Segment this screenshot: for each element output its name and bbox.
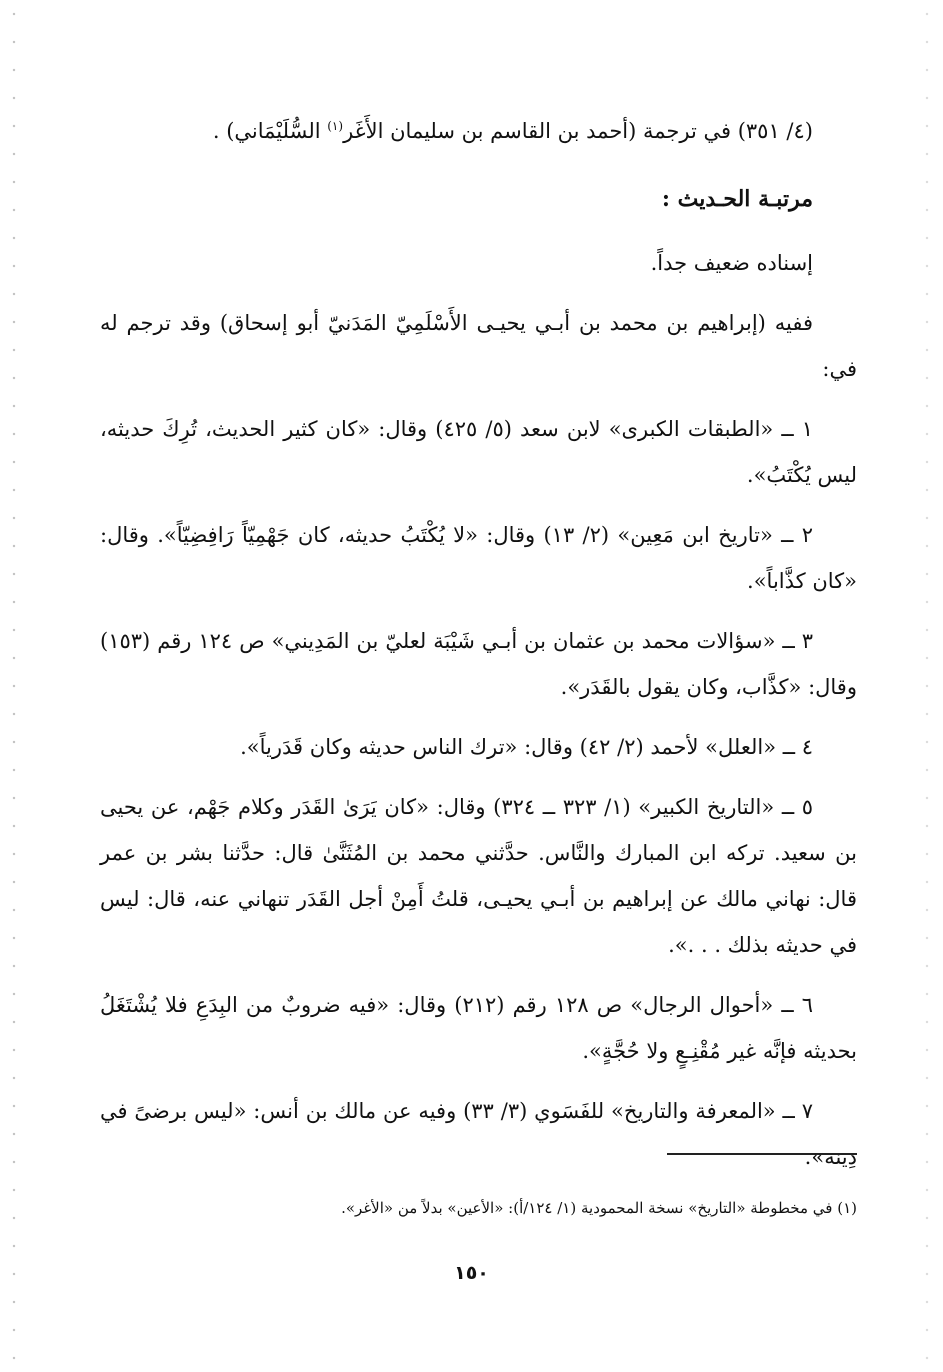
scan-edge-marks-left [12, 0, 16, 1372]
source-item: ٥ ــ «التاريخ الكبير» (١/ ٣٢٣ ــ ٣٢٤) وقال: «كان يَرَىٰ القَدَر وكلام جَهْم، عن يحيى بن سعيد. تركه ابن المبارك والنَّاس. حدَّثني محمد بن المُثَنَّىٰ قال: حدَّثنا بشر بن عمر قال: نهاني مالك عن إبراهيم بن أبـي يحيـى، قلتُ أَمِنْ أجل القَدَر تنهاني عنه، قال: ليس في حديثه بذلك . . .». [100, 795, 857, 957]
intro-text-end: السُّلَيْمَاني) . [212, 119, 328, 143]
source-item: ٤ ــ «العلل» لأحمد (٢/ ٤٢) وقال: «ترك الناس حديثه وكان قَدَرياً». [240, 735, 813, 759]
footnote-divider [667, 1153, 857, 1155]
source-item: ٦ ــ «أحوال الرجال» ص ١٢٨ رقم (٢١٢) وقال: «فيه ضروبٌ من البِدَعِ فلا يُشْتَغَلُ بحديثه فإنَّه غير مُقْنِـعٍ ولا حُجَّةٍ». [100, 993, 857, 1063]
source-item: ٧ ــ «المعرفة والتاريخ» للفَسَوي (٣/ ٣٣) وفيه عن مالك بن أنس: «ليس برضىً في دِينه». [100, 1099, 857, 1169]
narrator-paragraph: ففيه (إبراهيم بن محمد بن أبـي يحيـى الأَسْلَمِيّ المَدَنيّ أبو إسحاق) وقد ترجم له في: [100, 311, 857, 381]
intro-text: (٤/ ٣٥١) في ترجمة (أحمد بن القاسم بن سليمان الأَغَر [343, 119, 813, 143]
source-item: ٣ ــ «سؤالات محمد بن عثمان بن أبـي شَيْبَة لعليّ بن المَدِيني» ص ١٢٤ رقم (١٥٣) وقال: «كذَّاب، وكان يقول بالقَدَر». [100, 629, 857, 699]
footnote: (١) في مخطوطة «التاريخ» نسخة المحمودية (١/ ١٢٤/أ): «الأعين» بدلاً من «الأغر». [341, 1199, 857, 1217]
source-item: ٢ ــ «تاريخ ابن مَعِين» (٢/ ١٣) وقال: «لا يُكْتَبُ حديثه، كان جَهْمِيّاً رَافِضِيّاً». وقال: «كان كذَّاباً». [100, 523, 857, 593]
footnote-marker: (١) [327, 119, 344, 133]
source-item: ١ ــ «الطبقات الكبرى» لابن سعد (٥/ ٤٢٥) وقال: «كان كثير الحديث، تُرِكَ حديثه، ليس يُكْتَبُ». [100, 417, 857, 487]
main-text [100, 108, 857, 1194]
page-number: ١٥٠ [454, 1262, 489, 1284]
scan-edge-marks-right [925, 0, 929, 1372]
intro-paragraph [100, 108, 857, 154]
verdict-paragraph: إسناده ضعيف جداً. [650, 251, 813, 275]
section-heading: مرتبـة الحـديث : [661, 186, 813, 212]
